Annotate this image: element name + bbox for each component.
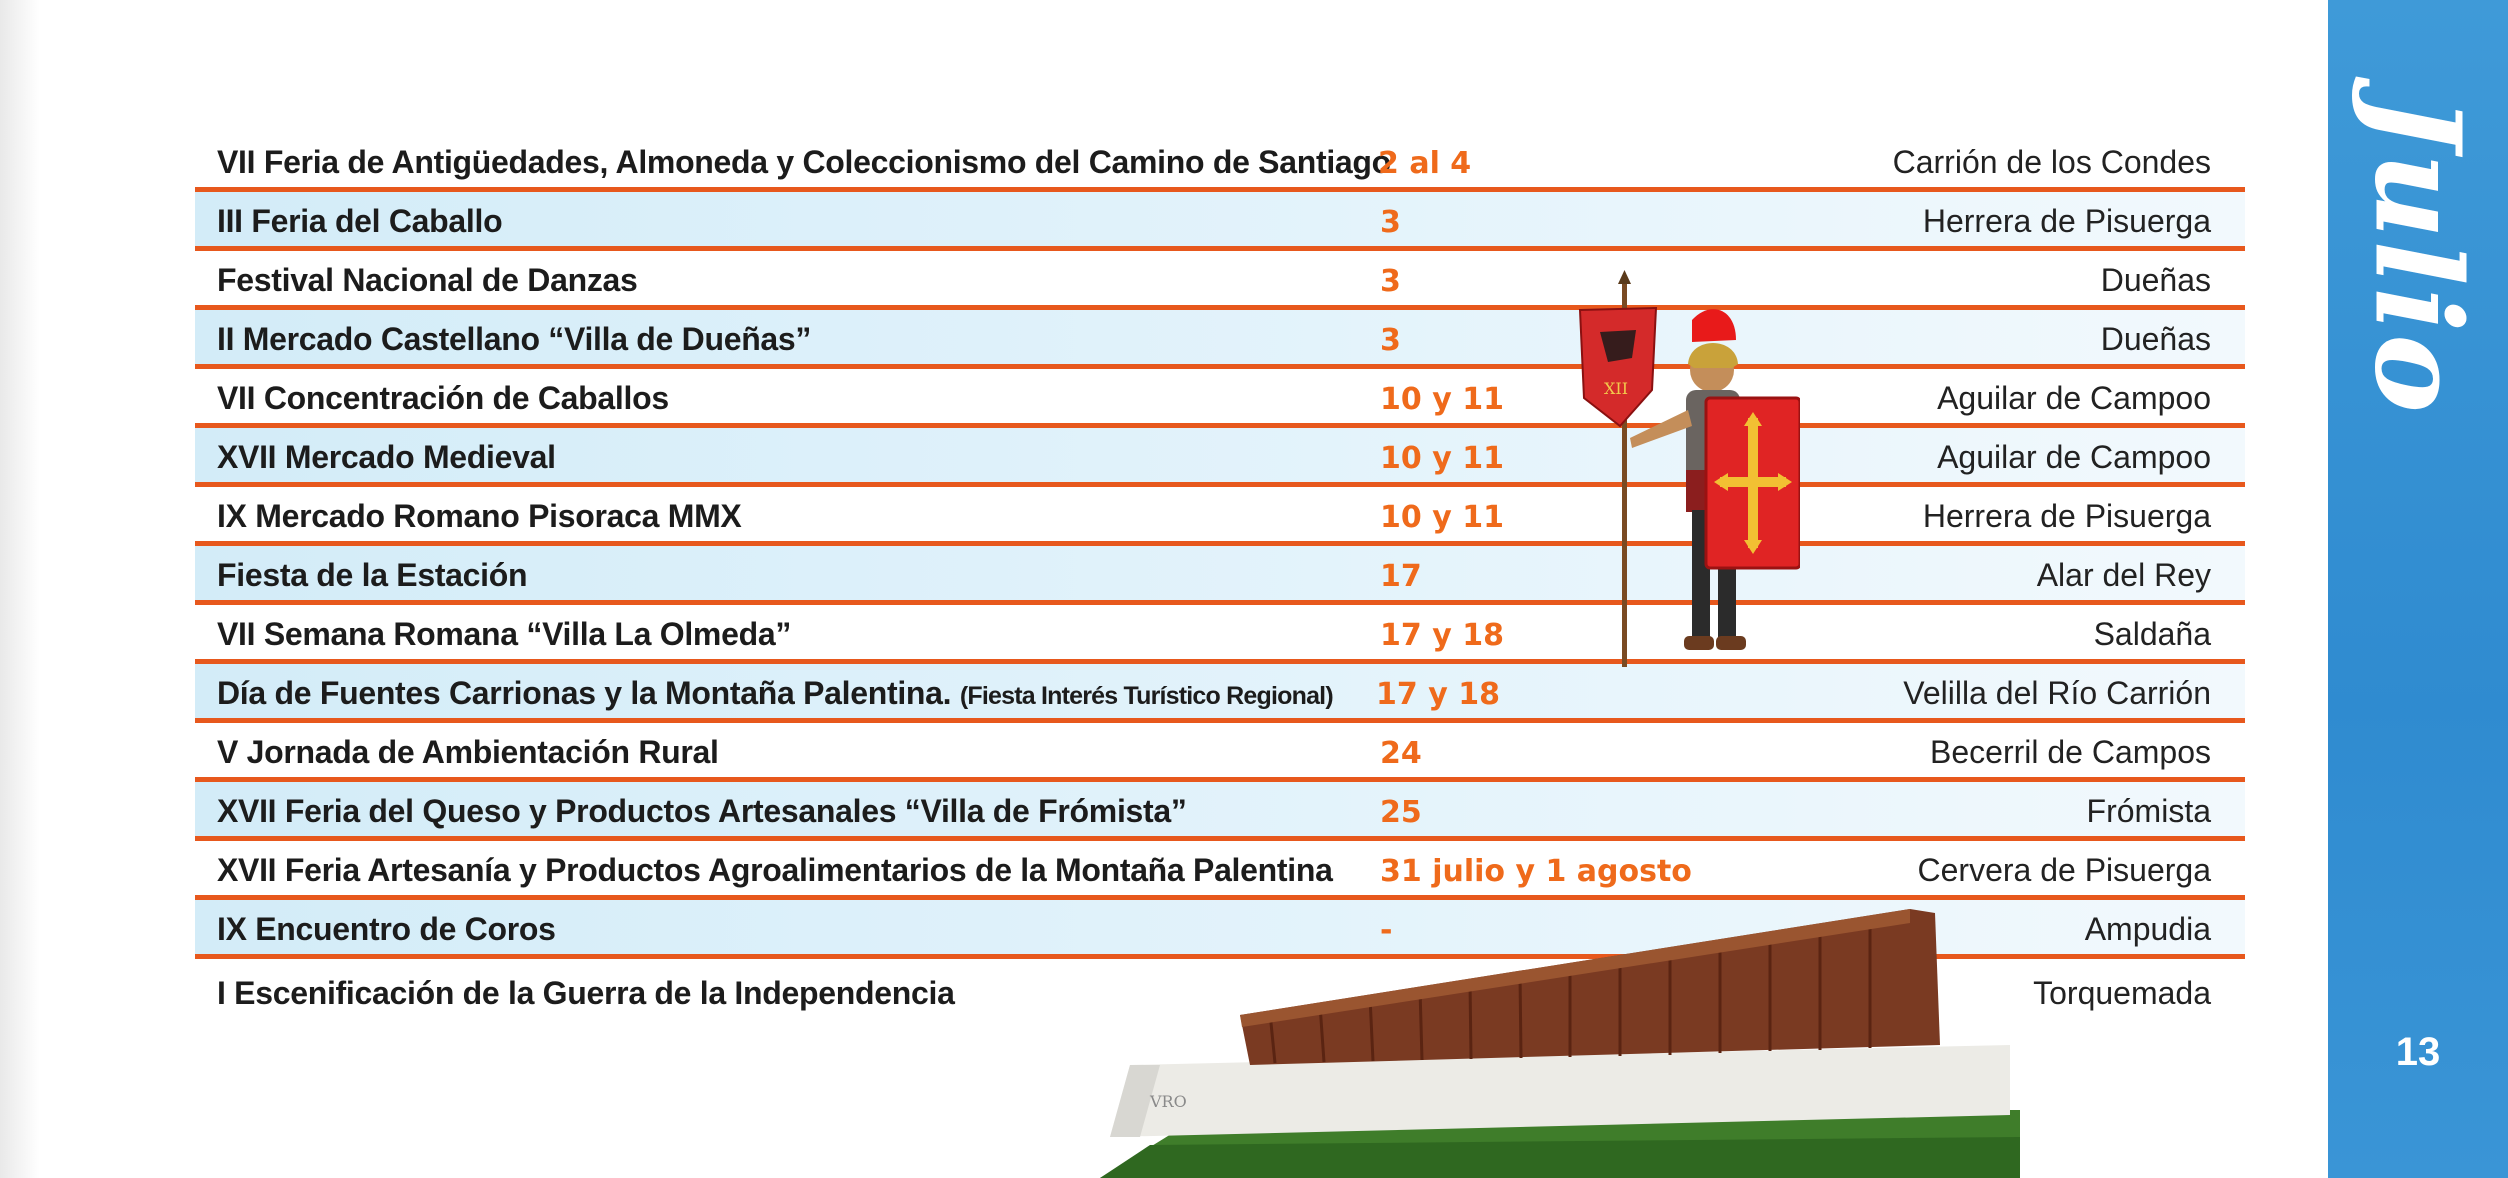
event-name: II Mercado Castellano “Villa de Dueñas” — [217, 321, 812, 357]
event-place: Frómista — [2086, 793, 2211, 829]
event-date: 24 — [1380, 736, 1422, 771]
event-name: VII Concentración de Caballos — [217, 380, 669, 416]
event-row — [195, 664, 2245, 723]
event-place: Alar del Rey — [2036, 557, 2211, 593]
event-row — [195, 605, 2245, 664]
banner-text: XII — [1604, 379, 1629, 398]
event-place: Carrión de los Condes — [1892, 144, 2211, 180]
event-name: XVII Feria del Queso y Productos Artesanales “Villa de Frómista” — [217, 793, 1187, 829]
event-name: III Feria del Caballo — [217, 203, 503, 239]
event-name: IX Encuentro de Coros — [217, 911, 556, 947]
event-date: - — [1380, 913, 1393, 948]
event-date: 17 — [1380, 559, 1422, 594]
event-name: XVII Mercado Medieval — [217, 439, 556, 475]
event-date: 10 y 11 — [1380, 500, 1504, 535]
event-row — [195, 546, 2245, 605]
page-edge-shadow — [0, 0, 40, 1178]
event-row — [195, 487, 2245, 546]
roman-soldier-illustration — [1560, 270, 1800, 670]
event-row — [195, 251, 2245, 310]
building-sign-text: VRO — [1150, 1092, 1187, 1111]
event-place: Saldaña — [2093, 616, 2211, 652]
event-date: 10 y 11 — [1380, 382, 1504, 417]
event-date: 31 julio y 1 agosto — [1380, 854, 1692, 889]
month-title: Julio — [2348, 95, 2488, 415]
event-name: Festival Nacional de Danzas — [217, 262, 638, 298]
event-place: Herrera de Pisuerga — [1922, 203, 2211, 239]
event-date: 2 al 4 — [1378, 146, 1472, 181]
event-place: Cervera de Pisuerga — [1917, 852, 2211, 888]
event-name: VII Feria de Antigüedades, Almoneda y Coleccionismo del Camino de Santiago — [217, 144, 1391, 180]
event-place: Ampudia — [2084, 911, 2211, 947]
event-date: 3 — [1380, 323, 1401, 358]
event-name: Fiesta de la Estación — [217, 557, 528, 593]
event-name — [217, 675, 1333, 712]
event-place: Aguilar de Campoo — [1937, 380, 2211, 416]
event-row — [195, 782, 2245, 841]
event-name: IX Mercado Romano Pisoraca MMX — [217, 498, 742, 534]
event-note: (Fiesta Interés Turístico Regional) — [959, 682, 1333, 710]
event-date: 17 y 18 — [1376, 677, 1500, 712]
event-row — [195, 428, 2245, 487]
event-date: 17 y 18 — [1380, 618, 1504, 653]
event-row — [195, 133, 2245, 192]
event-date: 3 — [1380, 264, 1401, 299]
event-name: XVII Feria Artesanía y Productos Agroalimentarios de la Montaña Palentina — [217, 852, 1333, 888]
event-row — [195, 723, 2245, 782]
event-row — [195, 369, 2245, 428]
event-date: 3 — [1380, 205, 1401, 240]
event-name: V Jornada de Ambientación Rural — [217, 734, 719, 770]
page-number: 13 — [2395, 1030, 2441, 1074]
event-row — [195, 841, 2245, 900]
event-name-text: Día de Fuentes Carrionas y la Montaña Palentina. — [217, 675, 952, 711]
event-place: Becerril de Campos — [1930, 734, 2211, 770]
event-place: Aguilar de Campoo — [1937, 439, 2211, 475]
event-name: VII Semana Romana “Villa La Olmeda” — [217, 616, 792, 652]
event-date: 10 y 11 — [1380, 441, 1504, 476]
event-date: 25 — [1380, 795, 1422, 830]
event-place: Velilla del Río Carrión — [1903, 675, 2211, 711]
event-place: Dueñas — [2100, 262, 2211, 298]
event-place: Herrera de Pisuerga — [1922, 498, 2211, 534]
event-row — [195, 192, 2245, 251]
event-place: Torquemada — [2033, 975, 2211, 1011]
building-photo-illustration — [1090, 905, 2020, 1178]
event-row — [195, 310, 2245, 369]
event-name: I Escenificación de la Guerra de la Independencia — [217, 975, 955, 1011]
event-place: Dueñas — [2100, 321, 2211, 357]
